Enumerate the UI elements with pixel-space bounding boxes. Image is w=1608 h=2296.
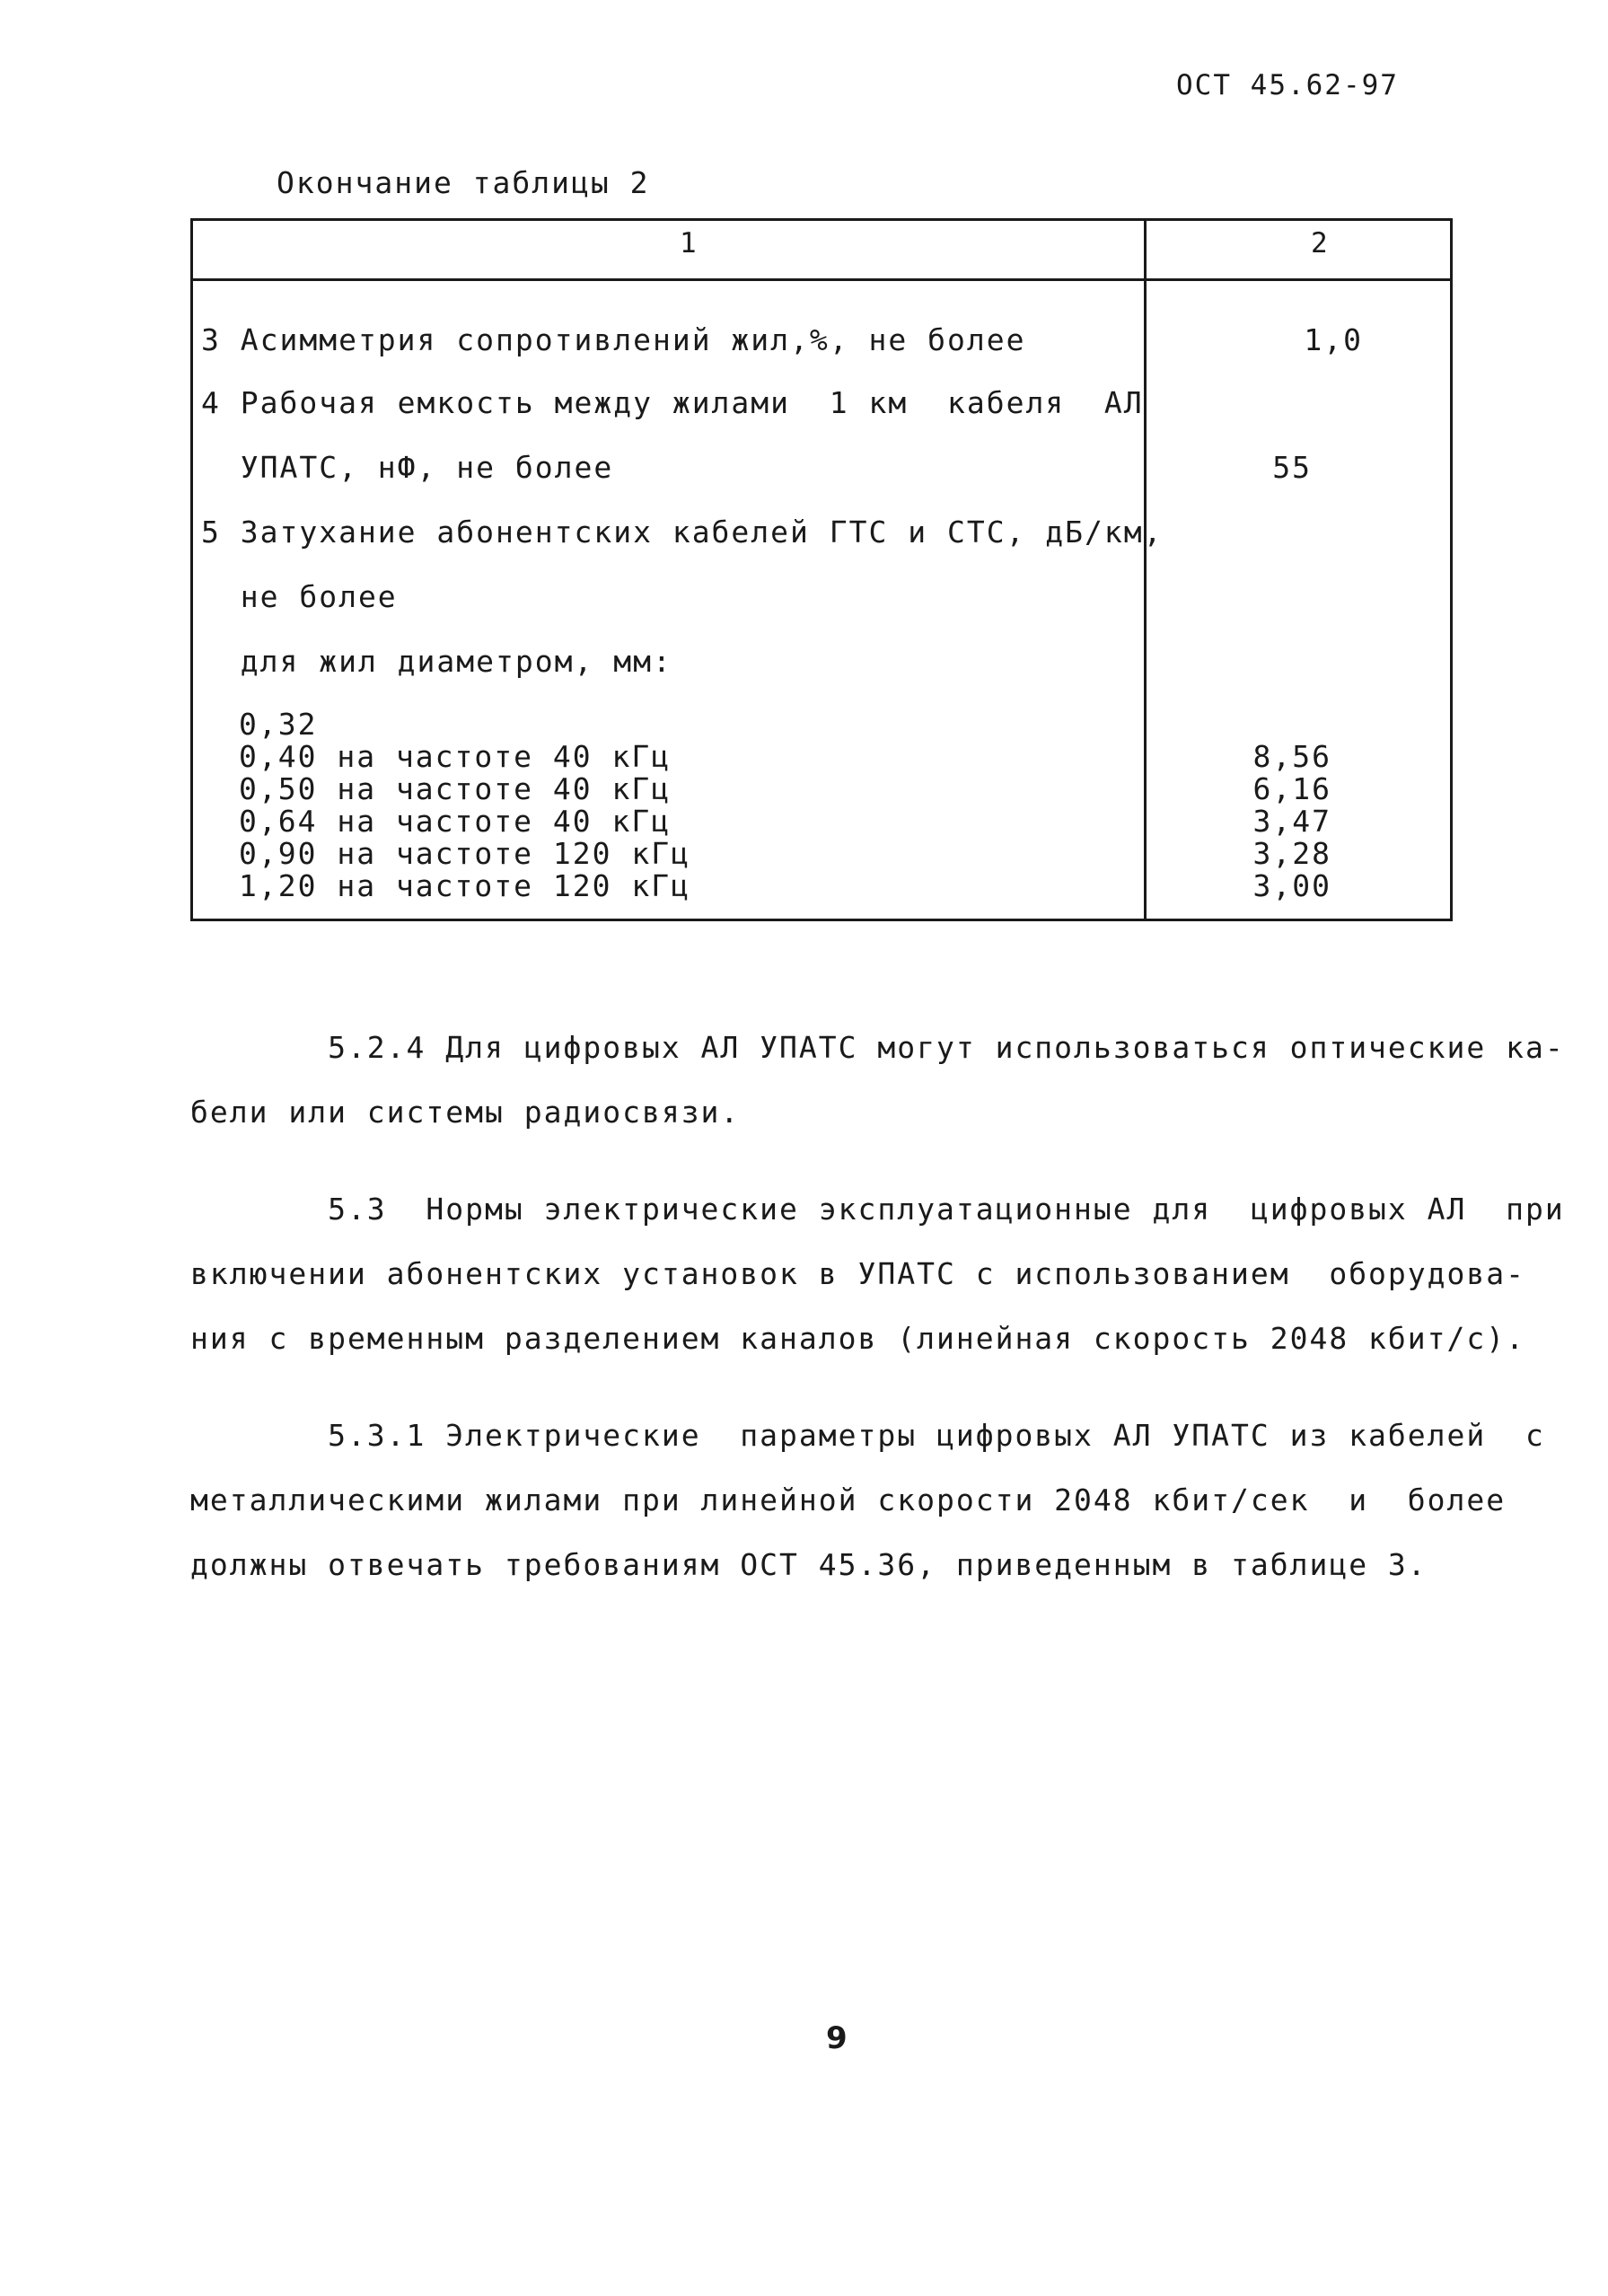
paragraph-line: ния с временным разделением каналов (линейная скорость 2048 кбит/с). <box>190 1321 1526 1356</box>
table-row-label: 5 Затухание абонентских кабелей ГТС и СТС, дБ/км, <box>201 515 1164 550</box>
column-header-1: 1 <box>680 227 697 260</box>
table-subrow-value: 8,56 <box>1252 739 1331 774</box>
table-subrow-label: 1,20 на частоте 120 кГц <box>239 868 690 903</box>
table-row-label: УПАТС, нФ, не более <box>201 450 614 485</box>
paragraph-line: включении абонентских установок в УПАТС с использованием оборудова- <box>190 1256 1526 1291</box>
table-row-label: 3 Асимметрия сопротивлений жил,%, не более <box>201 322 1026 357</box>
table-subrow-label: 0,90 на частоте 120 кГц <box>239 836 690 871</box>
table-subrow-label: 0,32 <box>239 707 318 742</box>
table-subrow-label: 0,64 на частоте 40 кГц <box>239 804 672 839</box>
table-row-label: 4 Рабочая емкость между жилами 1 км кабеля АЛ <box>201 385 1144 420</box>
table-row-value: 1,0 <box>1304 322 1363 357</box>
table-subrow-value: 3,47 <box>1252 804 1331 839</box>
table-subrow-value: 3,00 <box>1252 868 1331 903</box>
table-row-label: не более <box>201 579 398 614</box>
table-subrow-value: 3,28 <box>1252 836 1331 871</box>
table-caption: Окончание таблицы 2 <box>277 165 650 200</box>
paragraph-line: металлическими жилами при линейной скорости 2048 кбит/сек и более <box>190 1482 1507 1517</box>
paragraph-line: 5.2.4 Для цифровых АЛ УПАТС могут использоваться оптические ка- <box>190 1030 1565 1065</box>
column-header-2: 2 <box>1311 227 1328 260</box>
table-subrow-label: 0,50 на частоте 40 кГц <box>239 771 672 806</box>
table-subrow-value: 6,16 <box>1252 771 1331 806</box>
table-subrow-label: 0,40 на частоте 40 кГц <box>239 739 672 774</box>
page-number: 9 <box>826 2020 848 2056</box>
document-code: ОСТ 45.62-97 <box>1176 69 1399 101</box>
paragraph-line: 5.3 Нормы электрические эксплуатационные для цифровых АЛ при <box>190 1192 1565 1227</box>
paragraph-line: должны отвечать требованиям ОСТ 45.36, приведенным в таблице 3. <box>190 1547 1428 1582</box>
table-row-label: для жил диаметром, мм: <box>201 644 672 679</box>
paragraph-line: бели или системы радиосвязи. <box>190 1095 741 1130</box>
paragraph-line: 5.3.1 Электрические параметры цифровых АЛ УПАТС из кабелей с <box>190 1418 1545 1453</box>
table-row-value: 55 <box>1272 450 1312 485</box>
